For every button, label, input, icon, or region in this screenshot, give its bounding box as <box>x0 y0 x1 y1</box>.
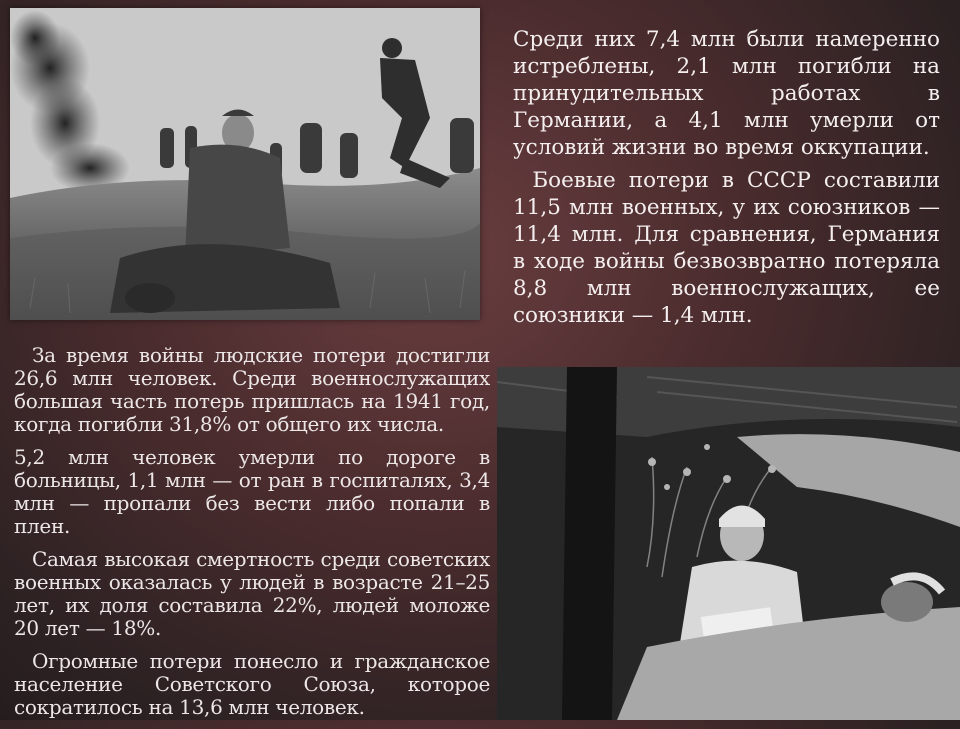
left-paragraph-1: За время войны людские потери достигли 26,6 млн человек. Среди военнослужащих большая часть потерь пришлась на 1941 год, когда погибли 31,8% от общего их числа. <box>14 343 490 436</box>
hospital-photo-illustration <box>497 367 960 720</box>
right-text-block <box>513 26 940 335</box>
left-paragraph-3: Самая высокая смертность среди советских военных оказалась у людей в возрасте 21–25 лет, их доля составила 22%, людей моложе 20 лет — 18%. <box>14 547 490 640</box>
battle-photo <box>10 8 480 320</box>
right-paragraph-1: Среди них 7,4 млн были намеренно истреблены, 2,1 млн погибли на принудительных работах в Германии, а 4,1 млн умерли от условий жизни во время оккупации. <box>513 27 940 160</box>
right-paragraph-2: Боевые потери в СССР составили 11,5 млн военных, у их союзников — 11,4 млн. Для сравнения, Германия в ходе войны безвозвратно потеряла 8,8 млн военнослужащих, ее союзники — 1,4 млн. <box>513 168 940 328</box>
left-paragraph-2: 5,2 млн человек умерли по дороге в больницы, 1,1 млн — от ран в госпиталях, 3,4 млн — пропали без вести либо попали в плен. <box>14 445 490 538</box>
battle-photo-illustration <box>10 8 480 320</box>
left-paragraph-4: Огромные потери понесло и гражданское население Советского Союза, которое сократилось на 13,6 млн человек. <box>14 649 490 719</box>
hospital-photo <box>497 367 960 720</box>
left-text-block <box>14 344 490 729</box>
